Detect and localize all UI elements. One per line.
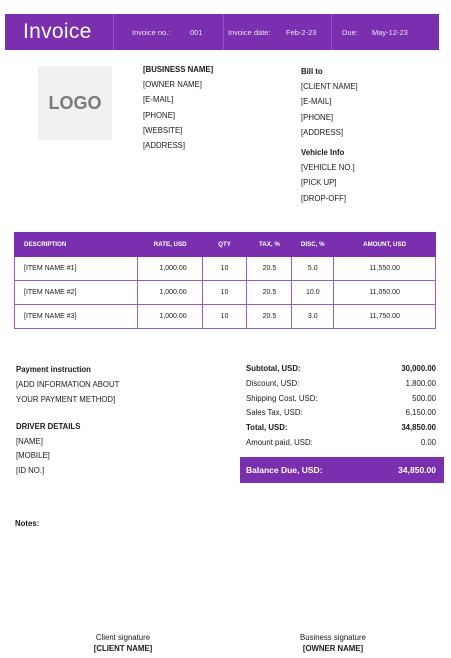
item-qty: 10 xyxy=(202,281,247,305)
invoice-title: Invoice xyxy=(23,20,92,43)
business-signature xyxy=(288,633,378,654)
subtotal-value: 30,000.00 xyxy=(401,364,436,373)
business-address: [ADDRESS] xyxy=(143,141,186,151)
business-name: [BUSINESS NAME] xyxy=(143,65,214,74)
item-disc: 5.0 xyxy=(292,257,334,281)
amount-paid-row xyxy=(246,436,436,451)
col-amount: AMOUNT, USD xyxy=(334,233,436,257)
total-label: Total, USD: xyxy=(246,423,288,433)
item-rate: 1,000.00 xyxy=(137,257,202,281)
item-description: [ITEM NAME #3] xyxy=(15,305,138,329)
business-website: [WEBSITE] xyxy=(143,125,183,135)
amount-paid-value: 0.00 xyxy=(420,437,436,447)
vehicle-heading: Vehicle Info xyxy=(301,148,345,157)
table-row xyxy=(15,281,436,305)
discount-value: 1,800.00 xyxy=(405,378,436,388)
payment-heading: Payment instruction xyxy=(16,365,91,374)
items-table xyxy=(14,232,436,329)
notes-label: Notes: xyxy=(15,519,40,528)
shipping-row xyxy=(246,392,436,407)
col-qty: QTY xyxy=(202,233,247,257)
col-rate: RATE, USD xyxy=(137,233,202,257)
balance-due-bar xyxy=(240,457,444,483)
balance-due-label: Balance Due, USD: xyxy=(246,465,323,475)
total-value: 34,850.00 xyxy=(401,423,436,433)
invoice-date-cell xyxy=(223,14,331,50)
subtotal-row xyxy=(246,362,436,377)
client-signature-label: Client signature xyxy=(95,633,151,642)
table-row xyxy=(15,305,436,329)
invoice-number-label: Invoice no.: xyxy=(132,27,171,37)
item-qty: 10 xyxy=(202,257,247,281)
item-tax: 20.5 xyxy=(247,257,292,281)
discount-label: Discount, USD: xyxy=(246,378,300,388)
item-disc: 3.0 xyxy=(292,305,334,329)
subtotal-label: Subtotal, USD: xyxy=(246,364,301,373)
client-phone: [PHONE] xyxy=(301,112,334,122)
balance-due-value: 34,850.00 xyxy=(398,465,436,475)
table-row xyxy=(15,257,436,281)
amount-paid-label: Amount paid, USD: xyxy=(246,437,313,447)
driver-mobile: [MOBILE] xyxy=(16,451,50,460)
driver-details xyxy=(16,420,80,478)
item-disc: 10.0 xyxy=(292,281,334,305)
vehicle-number: [VEHICLE NO.] xyxy=(301,163,355,173)
business-phone: [PHONE] xyxy=(143,110,176,120)
col-disc: DISC, % xyxy=(292,233,334,257)
discount-row xyxy=(246,377,436,392)
business-signature-name: [OWNER NAME] xyxy=(302,643,364,653)
sales-tax-label: Sales Tax, USD: xyxy=(246,408,303,418)
table-header-row xyxy=(15,233,436,257)
sales-tax-value: 6,150.00 xyxy=(405,408,436,418)
item-amount: 11,550.00 xyxy=(334,257,436,281)
driver-name: [NAME] xyxy=(16,436,43,446)
shipping-value: 500.00 xyxy=(412,393,436,403)
item-amount: 11,050.00 xyxy=(334,281,436,305)
item-rate: 1,000.00 xyxy=(137,305,202,329)
col-tax: TAX, % xyxy=(247,233,292,257)
invoice-date-label: Invoice date: xyxy=(228,27,271,37)
client-signature xyxy=(80,633,166,654)
item-description: [ITEM NAME #2] xyxy=(15,281,138,305)
total-row xyxy=(246,421,436,436)
payment-line-1: [ADD INFORMATION ABOUT xyxy=(16,380,120,389)
col-description: DESCRIPTION xyxy=(15,233,138,257)
due-date-label: Due: xyxy=(342,27,358,37)
invoice-number-cell xyxy=(113,14,223,50)
item-amount: 11,750.00 xyxy=(334,305,436,329)
invoice-number-value: 001 xyxy=(190,27,203,37)
invoice-date-value: Feb-2-23 xyxy=(286,27,317,37)
dropoff: [DROP-OFF] xyxy=(301,193,347,203)
client-address: [ADDRESS] xyxy=(301,127,344,137)
invoice-header-bar xyxy=(5,14,439,50)
item-description: [ITEM NAME #1] xyxy=(15,257,138,281)
driver-heading: DRIVER DETAILS xyxy=(16,422,81,431)
due-date-value: May-12-23 xyxy=(372,27,408,37)
item-qty: 10 xyxy=(202,305,247,329)
shipping-label: Shipping Cost, USD: xyxy=(246,393,318,403)
client-email: [E-MAIL] xyxy=(301,97,332,107)
sales-tax-row xyxy=(246,406,436,421)
business-email: [E-MAIL] xyxy=(143,95,174,105)
logo-placeholder: LOGO xyxy=(38,66,112,140)
pickup: [PICK UP] xyxy=(301,178,337,188)
client-name: [CLIENT NAME] xyxy=(301,82,358,92)
bill-to-heading: Bill to xyxy=(301,67,323,76)
vehicle-info xyxy=(301,145,355,206)
owner-name: [OWNER NAME] xyxy=(143,80,202,90)
item-rate: 1,000.00 xyxy=(137,281,202,305)
due-date-cell xyxy=(331,14,439,50)
bill-to-info xyxy=(301,64,358,140)
business-signature-label: Business signature xyxy=(300,633,366,642)
client-signature-name: [CLIENT NAME] xyxy=(93,643,153,653)
totals-summary xyxy=(246,362,436,451)
payment-line-2: YOUR PAYMENT METHOD] xyxy=(16,395,116,404)
driver-id: [ID NO.] xyxy=(16,465,45,475)
item-tax: 20.5 xyxy=(247,305,292,329)
business-info xyxy=(143,62,213,153)
payment-instruction xyxy=(16,362,119,407)
item-tax: 20.5 xyxy=(247,281,292,305)
